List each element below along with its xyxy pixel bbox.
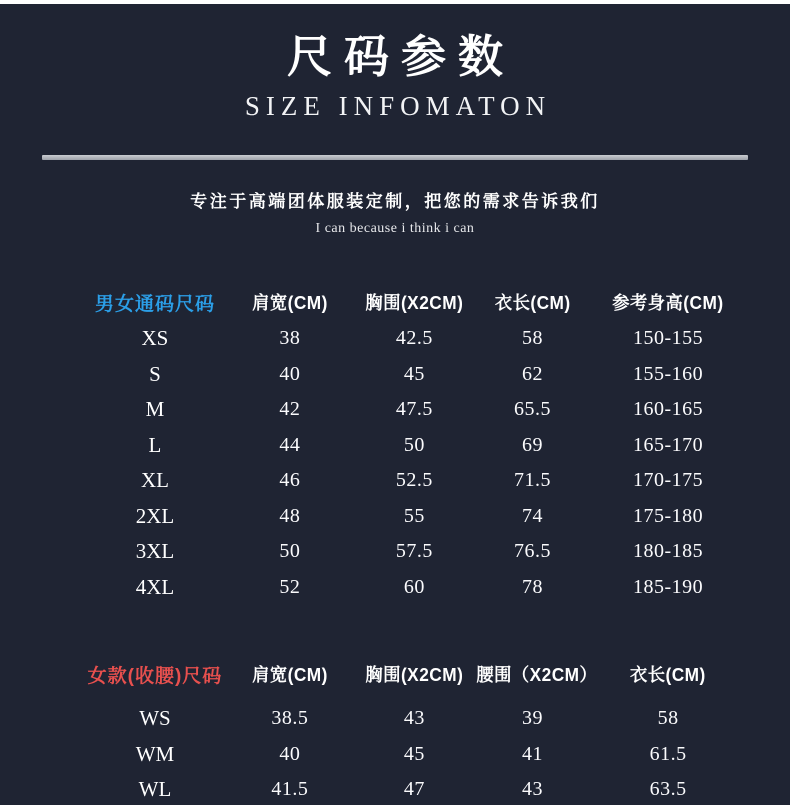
- table-row: [85, 570, 745, 606]
- value-cell: 42: [279, 398, 301, 421]
- table-row: [85, 737, 745, 773]
- value-cell: 46: [279, 469, 301, 492]
- value-cell: 52: [279, 575, 301, 598]
- table-row: [85, 428, 745, 464]
- value-cell: 165-170: [632, 433, 704, 456]
- value-cell: 58: [521, 327, 543, 350]
- value-cell: 41.5: [271, 778, 309, 801]
- size-cell: XS: [141, 326, 169, 351]
- size-cell: M: [145, 397, 165, 422]
- value-cell: 61.5: [649, 742, 687, 765]
- column-header-length: 衣长(CM): [630, 665, 706, 685]
- column-header-chest: 胸围(X2CM): [365, 293, 464, 313]
- column-header-length: 衣长(CM): [494, 293, 571, 313]
- value-cell: 50: [403, 433, 425, 456]
- value-cell: 155-160: [632, 362, 704, 385]
- unisex-size-table: [85, 283, 745, 605]
- value-cell: 62: [521, 362, 543, 385]
- page-subtitle: SIZE INFOMATON: [244, 91, 552, 121]
- table-row: [85, 701, 745, 737]
- unisex-header-row: [85, 283, 745, 321]
- page-title: 尺码参数: [286, 30, 515, 83]
- column-header-waist: 腰围（X2CM）: [476, 665, 598, 685]
- table-row: [85, 463, 745, 499]
- value-cell: 41: [521, 742, 543, 765]
- divider: [42, 155, 748, 160]
- table-row: [85, 772, 745, 805]
- value-cell: 57.5: [395, 540, 433, 563]
- size-cell: WS: [139, 706, 171, 731]
- value-cell: 78: [521, 575, 543, 598]
- value-cell: 65.5: [513, 398, 551, 421]
- value-cell: 160-165: [632, 398, 704, 421]
- tagline-sub: I can because i think i can: [315, 221, 475, 236]
- size-cell: WM: [135, 741, 175, 766]
- size-cell: 3XL: [135, 539, 175, 564]
- table-row: [85, 357, 745, 393]
- value-cell: 76.5: [513, 540, 551, 563]
- value-cell: 47.5: [395, 398, 433, 421]
- value-cell: 175-180: [632, 504, 704, 527]
- unisex-table-title: 男女通码尺码: [94, 293, 215, 315]
- column-header-height: 参考身高(CM): [612, 293, 724, 313]
- value-cell: 170-175: [632, 469, 704, 492]
- value-cell: 71.5: [513, 469, 551, 492]
- column-header-shoulder: 肩宽(CM): [252, 293, 328, 313]
- value-cell: 74: [521, 504, 543, 527]
- value-cell: 47: [403, 778, 425, 801]
- value-cell: 38.5: [271, 707, 309, 730]
- women-table-title: 女款(收腰)尺码: [87, 665, 223, 687]
- tagline: 专注于高端团体服装定制，把您的需求告诉我们: [190, 192, 600, 211]
- value-cell: 60: [403, 575, 425, 598]
- value-cell: 69: [521, 433, 543, 456]
- column-header-chest: 胸围(X2CM): [365, 665, 464, 685]
- value-cell: 180-185: [632, 540, 704, 563]
- value-cell: 52.5: [395, 469, 433, 492]
- value-cell: 48: [279, 504, 301, 527]
- table-row: [85, 392, 745, 428]
- value-cell: 42.5: [395, 327, 433, 350]
- size-cell: 2XL: [135, 503, 175, 528]
- top-strip: [0, 0, 790, 4]
- size-cell: S: [149, 361, 161, 386]
- value-cell: 39: [521, 707, 543, 730]
- value-cell: 43: [521, 778, 543, 801]
- women-header-row: [85, 655, 745, 693]
- value-cell: 58: [657, 707, 679, 730]
- value-cell: 43: [403, 707, 425, 730]
- value-cell: 50: [279, 540, 301, 563]
- value-cell: 38: [279, 327, 301, 350]
- value-cell: 45: [403, 362, 425, 385]
- size-cell: L: [148, 432, 162, 457]
- column-header-shoulder: 肩宽(CM): [252, 665, 328, 685]
- value-cell: 55: [403, 504, 425, 527]
- value-cell: 40: [279, 742, 301, 765]
- table-row: [85, 321, 745, 357]
- value-cell: 63.5: [649, 778, 687, 801]
- size-cell: WL: [138, 777, 172, 802]
- value-cell: 150-155: [632, 327, 704, 350]
- value-cell: 185-190: [632, 575, 704, 598]
- value-cell: 44: [279, 433, 301, 456]
- size-cell: 4XL: [135, 574, 175, 599]
- table-row: [85, 499, 745, 535]
- women-size-table: [85, 655, 745, 805]
- value-cell: 40: [279, 362, 301, 385]
- size-cell: XL: [140, 468, 169, 493]
- table-row: [85, 534, 745, 570]
- value-cell: 45: [403, 742, 425, 765]
